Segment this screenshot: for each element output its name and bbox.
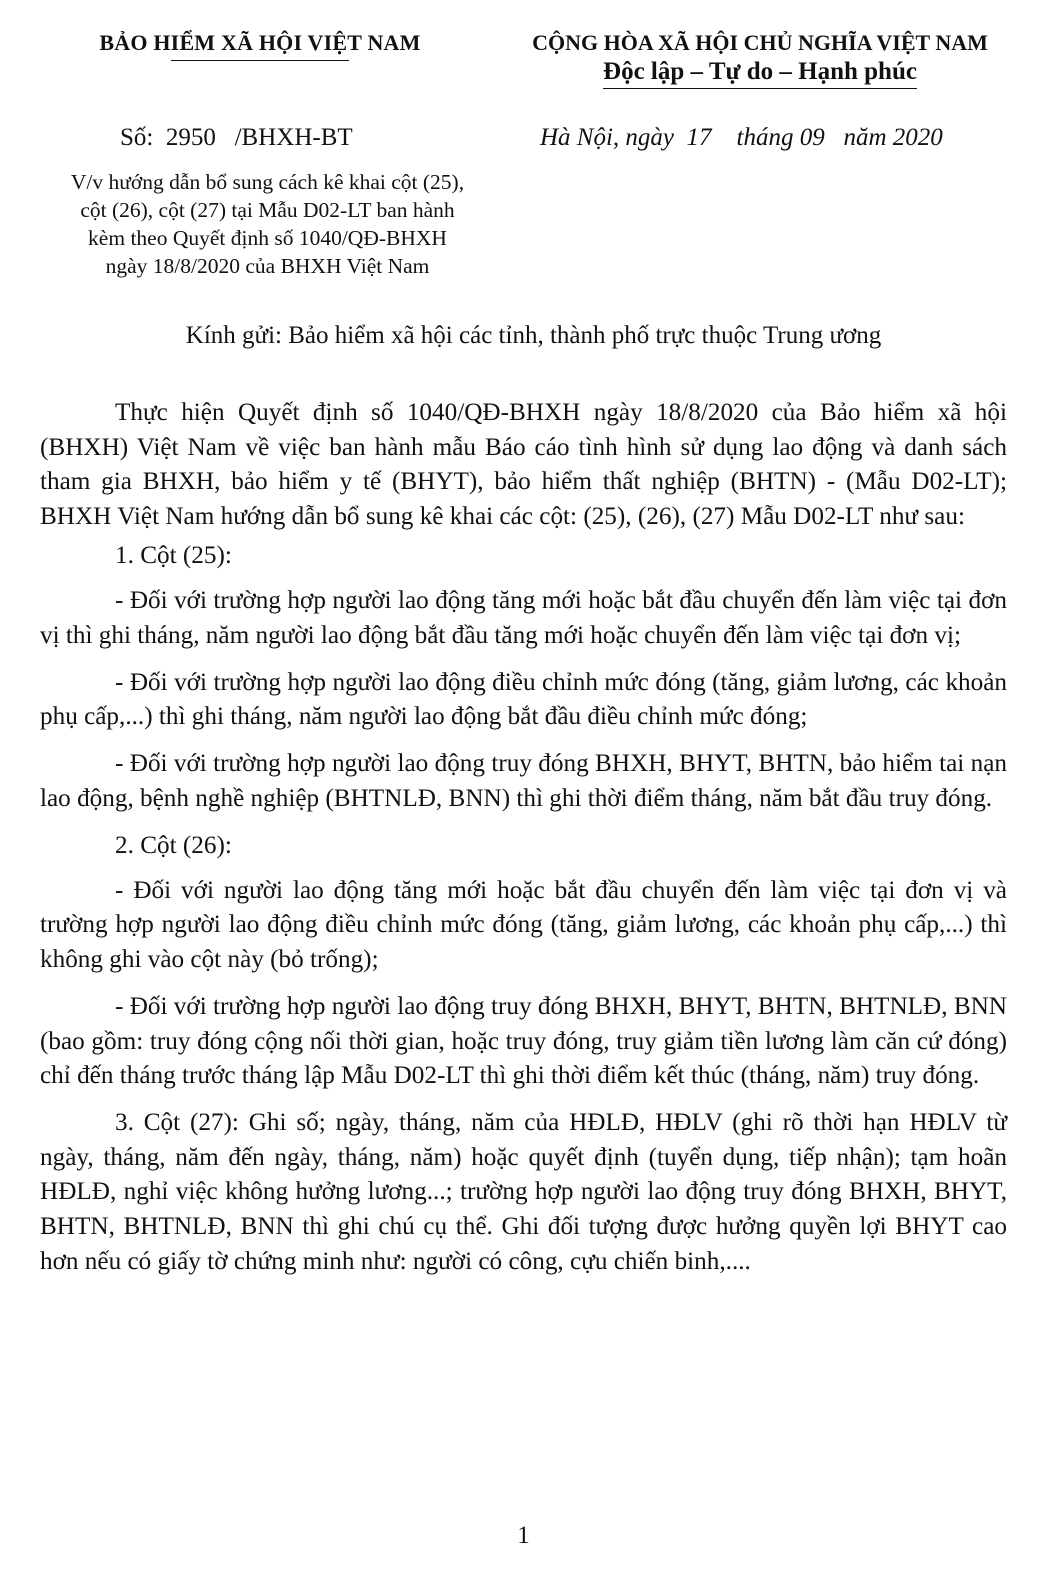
number-suffix: /BHXH-BT: [234, 124, 353, 151]
section-item: - Đối với trường hợp người lao động điều chỉnh mức đóng (tăng, giảm lương, các khoản phụ cấp,...) thì ghi tháng, năm người lao động bắt đầu điều chỉnh mức đóng;: [40, 668, 1007, 731]
nation-name: CỘNG HÒA XÃ HỘI CHỦ NGHĨA VIỆT NAM: [532, 30, 988, 55]
national-motto: Độc lập – Tự do – Hạnh phúc: [603, 58, 917, 89]
document-date: [540, 124, 943, 152]
agency-name: BẢO HIỂM XÃ HỘI VIỆT NAM: [99, 30, 421, 55]
date-month: 09: [799, 124, 825, 151]
section-item: - Đối với trường hợp người lao động truy đóng BHXH, BHYT, BHTN, bảo hiểm tai nạn lao động, bệnh nghề nghiệp (BHTNLĐ, BNN) thì ghi thời điểm tháng, năm bắt đầu truy đóng.: [40, 750, 1007, 812]
agency-underline: [171, 60, 349, 61]
section-paragraph: 3. Cột (27): Ghi số; ngày, tháng, năm của HĐLĐ, HĐLV (ghi rõ thời hạn HĐLV từ ngày, tháng, năm đến ngày, tháng, năm) hoặc quyết định (tuyển dụng, tiếp nhận); tạm hoãn HĐLĐ, nghỉ việc không hưởng lương...; trường hợp người lao động truy đóng BHXH, BHYT, BHTN, BHTNLĐ, BNN thì ghi chú cụ thể. Ghi đối tượng được hưởng quyền lợi BHYT cao hơn nếu có giấy tờ chứng minh như: người có công, cựu chiến binh,....: [40, 1109, 1007, 1275]
recipient-line: Kính gửi: Bảo hiểm xã hội các tỉnh, thành phố trực thuộc Trung ương: [185, 322, 882, 349]
page-number: 1: [517, 1522, 530, 1549]
date-prefix: Hà Nội, ngày: [540, 124, 675, 151]
date-year-prefix: năm: [843, 124, 887, 151]
subject-line: cột (26), cột (27) tại Mẫu D02-LT ban hành: [80, 198, 455, 222]
subject-line: kèm theo Quyết định số 1040/QĐ-BHXH: [88, 226, 447, 250]
document-body: [40, 396, 1007, 1292]
number-value: 2950: [165, 124, 216, 151]
section-heading: 1. Cột (25):: [115, 542, 232, 570]
subject-line: ngày 18/8/2020 của BHXH Việt Nam: [105, 254, 430, 278]
subject-line: V/v hướng dẫn bổ sung cách kê khai cột (25),: [70, 170, 465, 194]
intro-paragraph: Thực hiện Quyết định số 1040/QĐ-BHXH ngày 18/8/2020 của Bảo hiểm xã hội (BHXH) Việt Nam về việc ban hành mẫu Báo cáo tình hình sử dụng lao động và danh sách tham gia BHXH, bảo hiểm y tế (BHYT), bảo hiểm thất nghiệp (BHTN) - (Mẫu D02-LT); BHXH Việt Nam hướng dẫn bổ sung kê khai các cột: (25), (26), (27) Mẫu D02-LT như sau:: [40, 399, 1007, 530]
section-item: - Đối với người lao động tăng mới hoặc bắt đầu chuyển đến làm việc tại đơn vị và trường hợp người lao động điều chỉnh mức đóng (tăng, giảm lương, các khoản phụ cấp,...) thì không ghi vào cột này (bỏ trống);: [40, 876, 1007, 973]
document-subject: [40, 168, 495, 280]
section-heading: 2. Cột (26):: [115, 832, 232, 860]
section-item: - Đối với trường hợp người lao động tăng mới hoặc bắt đầu chuyển đến làm việc tại đơn vị thì ghi tháng, năm người lao động bắt đầu tăng mới hoặc chuyển đến làm việc tại đơn vị;: [40, 586, 1007, 649]
date-month-prefix: tháng: [736, 124, 794, 151]
section-item: - Đối với trường hợp người lao động truy đóng BHXH, BHYT, BHTN, BHTNLĐ, BNN (bao gồm: truy đóng cộng nối thời gian, hoặc truy đóng, truy giảm tiền lương làm căn cứ đóng) chỉ đến tháng trước tháng lập Mẫu D02-LT thì ghi thời điểm kết thúc (tháng, năm) truy đóng.: [40, 992, 1007, 1090]
number-prefix: Số:: [120, 124, 154, 151]
date-day: 17: [686, 124, 712, 151]
agency-header: [60, 30, 460, 61]
document-number: [120, 124, 353, 152]
date-year: 2020: [892, 124, 943, 151]
national-header: [490, 30, 1030, 89]
